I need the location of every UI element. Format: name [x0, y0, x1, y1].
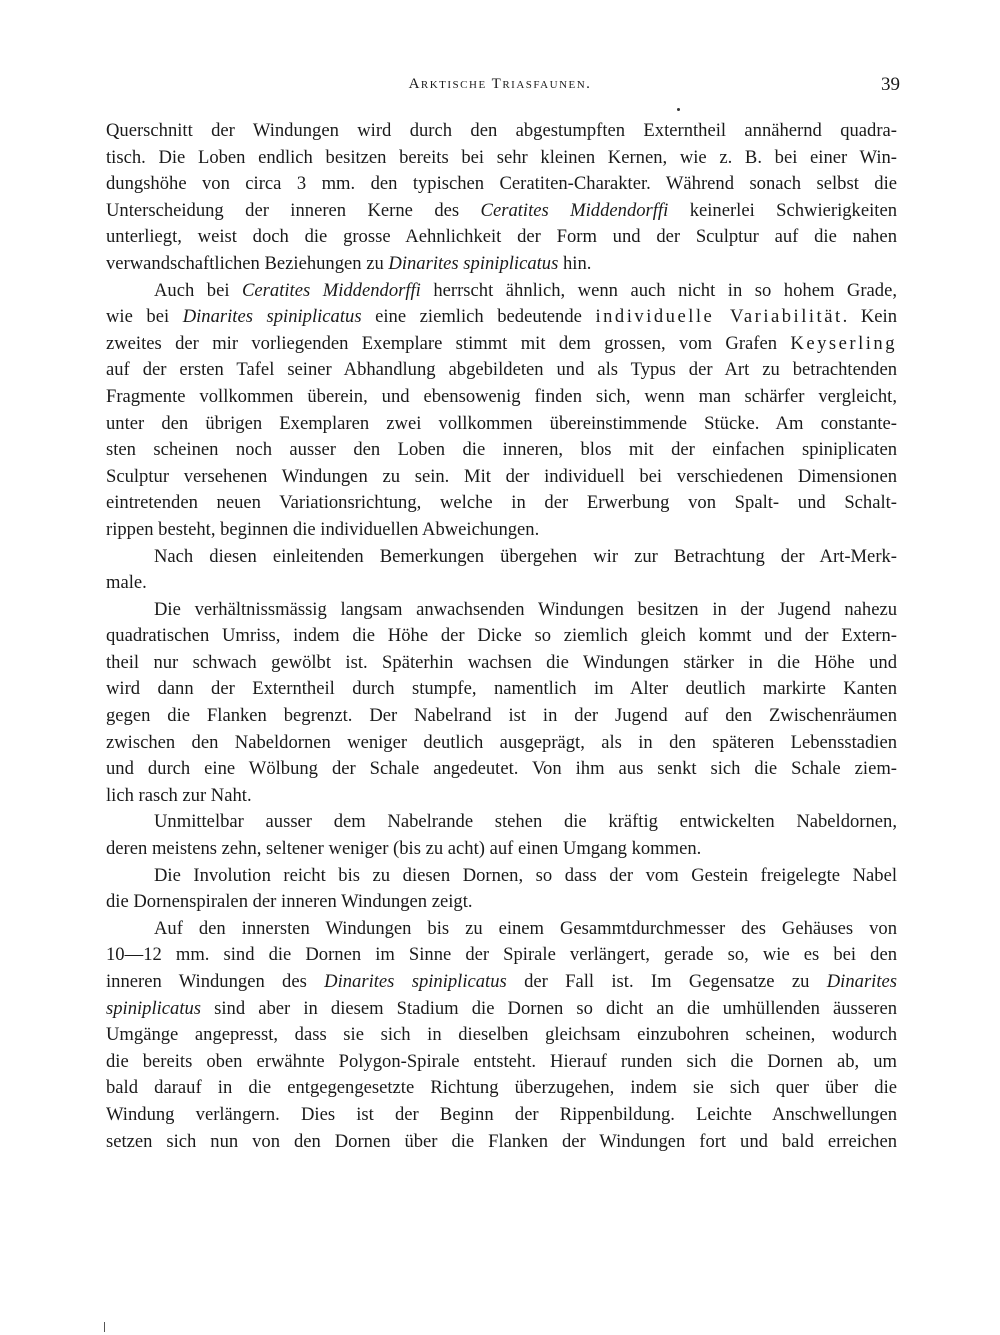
text-line: wird dann der Externtheil durch stumpfe, namentlich im Alter deutlich markirte Kanten	[106, 678, 897, 700]
text-line: Fragmente vollkommen überein, und ebensowenig finden sich, wenn man schärfer vergleicht,	[106, 385, 897, 407]
text-line: die Dornenspiralen der inneren Windungen zeigt.	[106, 891, 473, 913]
taxon-name: spiniplicatus	[106, 997, 202, 1019]
spaced-emphasis: individuelle Variabilität	[595, 306, 843, 328]
text-line: die bereits oben erwähnte Polygon-Spirale entsteht. Hierauf runden sich die Dornen ab, um	[106, 1050, 897, 1072]
text-line: und durch eine Wölbung der Schale angedeutet. Von ihm aus senkt sich die Schale ziem-	[106, 758, 897, 780]
text-line: Die Involution reicht bis zu diesen Dornen, so dass der vom Gestein freigelegte Nabel	[154, 864, 897, 886]
text-line: unter den übrigen Exemplaren zwei vollkommen übereinstimmende Stücke. Am constante-	[106, 412, 897, 434]
body-text	[106, 118, 897, 1155]
text-line: Windung verlängern. Dies ist der Beginn der Rippenbildung. Leichte Anschwellungen	[106, 1103, 897, 1125]
taxon-name: Dinarites spiniplicatus	[182, 306, 362, 328]
text-line: rippen besteht, beginnen die individuellen Abweichungen.	[106, 518, 540, 540]
text-line: Unmittelbar ausser dem Nabelrande stehen die kräftig entwickelten Nabeldornen,	[154, 811, 897, 833]
text-line: deren meistens zehn, seltener weniger (bis zu acht) auf einen Umgang kommen.	[106, 838, 702, 860]
text-line: eintretenden neuen Variationsrichtung, welche in der Erwerbung von Spalt- und Schalt-	[106, 492, 897, 514]
text-line: Umgänge angepresst, dass sie sich in dieselben gleichsam einzubohren scheinen, wodurch	[106, 1024, 897, 1046]
text-line: zweites der mir vorliegenden Exemplare stimmt mit dem grossen, vom Grafen Keyserling	[106, 332, 897, 354]
text-line: quadratischen Umriss, indem die Höhe der Dicke so ziemlich gleich kommt und der Extern-	[106, 625, 897, 647]
text-line: Querschnitt der Windungen wird durch den abgestumpften Externtheil annähernd quadra-	[106, 120, 897, 141]
text-line: setzen sich nun von den Dornen über die Flanken der Windungen fort und bald erreichen	[106, 1130, 897, 1152]
taxon-name: Ceratites Middendorffi	[242, 279, 421, 301]
text-line: theil nur schwach gewölbt ist. Späterhin wachsen die Windungen stärker in die Höhe und	[106, 651, 897, 673]
text-line: sten scheinen noch ausser den Loben die inneren, blos mit der einfachen spiniplicaten	[106, 439, 897, 461]
running-title: Arktische Triasfaunen.	[408, 76, 592, 92]
text-line: gegen die Flanken begrenzt. Der Nabelrand ist in der Jugend auf den Zwischenräumen	[106, 705, 897, 727]
taxon-name: Dinarites spiniplicatus	[324, 971, 507, 992]
taxon-name: Dinarites spiniplicatus	[388, 252, 559, 274]
text-line: auf der ersten Tafel seiner Abhandlung abgebildeten und als Typus der Art zu betrachtenden	[106, 359, 897, 381]
text-line: dungshöhe von circa 3 mm. den typischen Ceratiten-Charakter. Während sonach selbst die	[106, 173, 897, 195]
text-line: zwischen den Nabeldornen weniger deutlich ausgeprägt, als in den späteren Lebensstadien	[106, 731, 897, 753]
taxon-name: Ceratites Middendorffi	[480, 199, 669, 221]
text-line: 10—12 mm. sind die Dornen im Sinne der Spirale verlängert, gerade so, wie es bei den	[106, 944, 897, 966]
ink-speck	[677, 108, 680, 111]
text-line: wie bei Dinarites spiniplicatus eine ziemlich bedeutende individuelle Variabilität. Kein	[106, 306, 897, 328]
text-line: Unterscheidung der inneren Kerne des Ceratites Middendorffi keinerlei Schwierigkeiten	[106, 199, 897, 221]
text-line: verwandschaftlichen Beziehungen zu Dinarites spiniplicatus hin.	[106, 252, 592, 274]
text-line: spiniplicatus sind aber in diesem Stadium die Dornen so dicht an die umhüllenden äusseren	[106, 997, 897, 1019]
margin-mark	[104, 1322, 105, 1332]
text-line: Die verhältnissmässig langsam anwachsenden Windungen besitzen in der Jugend nahezu	[154, 598, 897, 620]
text-line: bald darauf in die entgegengesetzte Richtung überzugehen, indem sie sich quer über die	[106, 1077, 897, 1099]
text-line: Nach diesen einleitenden Bemerkungen übergehen wir zur Betrachtung der Art-Merk-	[154, 545, 897, 567]
page-number: 39	[881, 74, 900, 95]
text-line: Auch bei Ceratites Middendorffi herrscht ähnlich, wenn auch nicht in so hohem Grade,	[154, 279, 897, 301]
text-line: unterliegt, weist doch die grosse Aehnlichkeit der Form und der Sculptur auf die nahen	[106, 226, 897, 248]
author-name: Keyserling	[790, 332, 897, 354]
text-line: lich rasch zur Naht.	[106, 784, 252, 806]
text-line: Sculptur versehenen Windungen zu sein. Mit der individuell bei verschiedenen Dimensionen	[106, 465, 897, 487]
taxon-name: Dinarites	[826, 971, 897, 992]
text-line: inneren Windungen des Dinarites spiniplicatus der Fall ist. Im Gegensatze zu Dinarites	[106, 971, 897, 992]
text-line: Auf den innersten Windungen bis zu einem Gesammtdurchmesser des Gehäuses von	[154, 917, 897, 939]
text-line: male.	[106, 572, 147, 594]
running-head	[105, 74, 900, 102]
text-line: tisch. Die Loben endlich besitzen bereits bei sehr kleinen Kernen, wie z. B. bei einer Win-	[106, 146, 897, 168]
